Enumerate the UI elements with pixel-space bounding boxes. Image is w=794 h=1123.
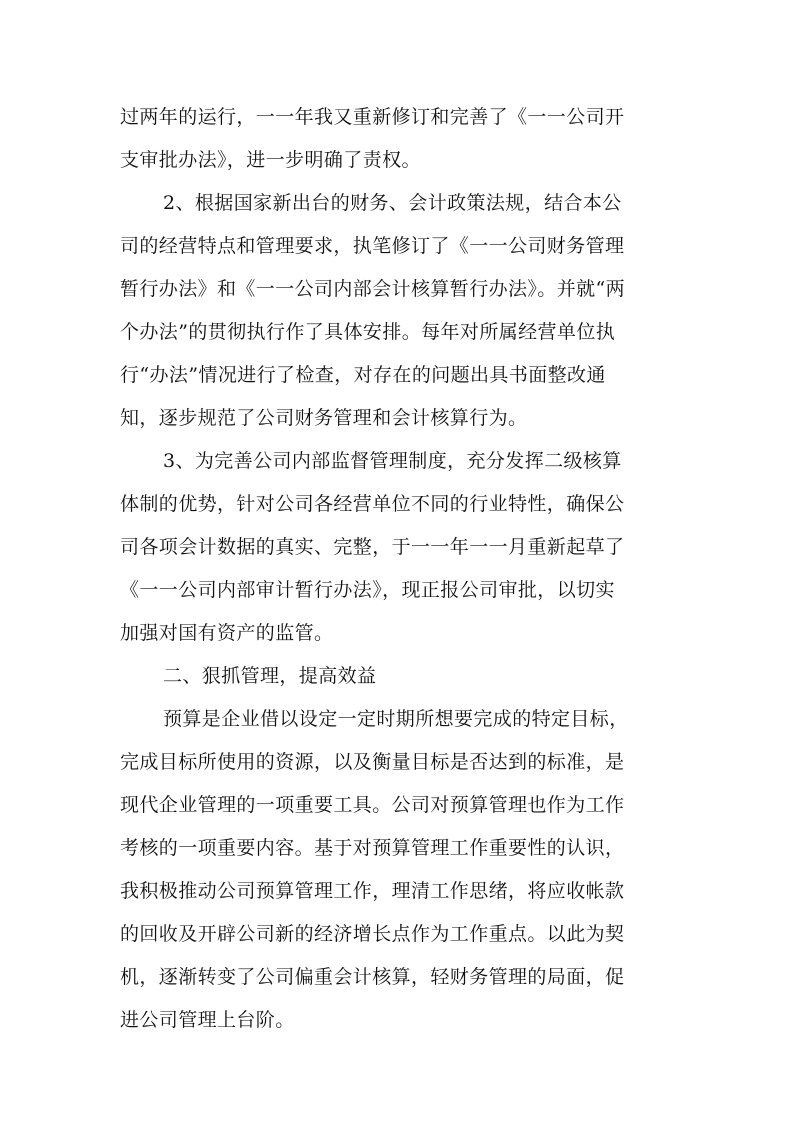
text-line: 我积极推动公司预算管理工作，理清工作思绪，将应收帐款 [120,880,625,902]
text-line: 完成目标所使用的资源，以及衡量目标是否达到的标准，是 [120,751,625,773]
text-line: 暂行办法》和《一一公司内部会计核算暂行办法》。并就“两 [120,278,626,300]
text-line: 进公司管理上台阶。 [120,1009,295,1031]
text-line: 加强对国有资产的监管。 [120,622,334,644]
text-line: 现代企业管理的一项重要工具。公司对预算管理也作为工作 [120,794,625,816]
section-heading: 二、狠抓管理，提高效益 [163,665,377,687]
text-line: 知，逐步规范了公司财务管理和会计核算行为。 [120,407,528,429]
text-line: 机，逐渐转变了公司偏重会计核算，轻财务管理的局面，促 [120,966,625,988]
text-line: 的回收及开辟公司新的经济增长点作为工作重点。以此为契 [120,923,625,945]
text-line: 支审批办法》，进一步明确了责权。 [120,149,421,171]
text-line: 行“办法”情况进行了检查，对存在的问题出具书面整改通 [120,364,606,386]
text-line: 司各项会计数据的真实、完整，于一一年一一月重新起草了 [120,536,625,558]
text-line: 个办法”的贯彻执行作了具体安排。每年对所属经营单位执 [120,321,616,343]
text-line: 司的经营特点和管理要求，执笔修订了《一一公司财务管理 [120,235,625,257]
text-line: 3、为完善公司内部监督管理制度，充分发挥二级核算 [163,450,622,472]
text-line: 2、根据国家新出台的财务、会计政策法规，结合本公 [163,192,622,214]
text-line: 考核的一项重要内容。基于对预算管理工作重要性的认识， [120,837,625,859]
text-line: 体制的优势，针对公司各经营单位不同的行业特性，确保公 [120,493,625,515]
text-line: 预算是企业借以设定一定时期所想要完成的特定目标， [163,708,629,730]
text-line: 《一一公司内部审计暂行办法》，现正报公司审批，以切实 [120,579,615,601]
text-line: 过两年的运行，一一年我又重新修订和完善了《一一公司开 [120,106,625,128]
